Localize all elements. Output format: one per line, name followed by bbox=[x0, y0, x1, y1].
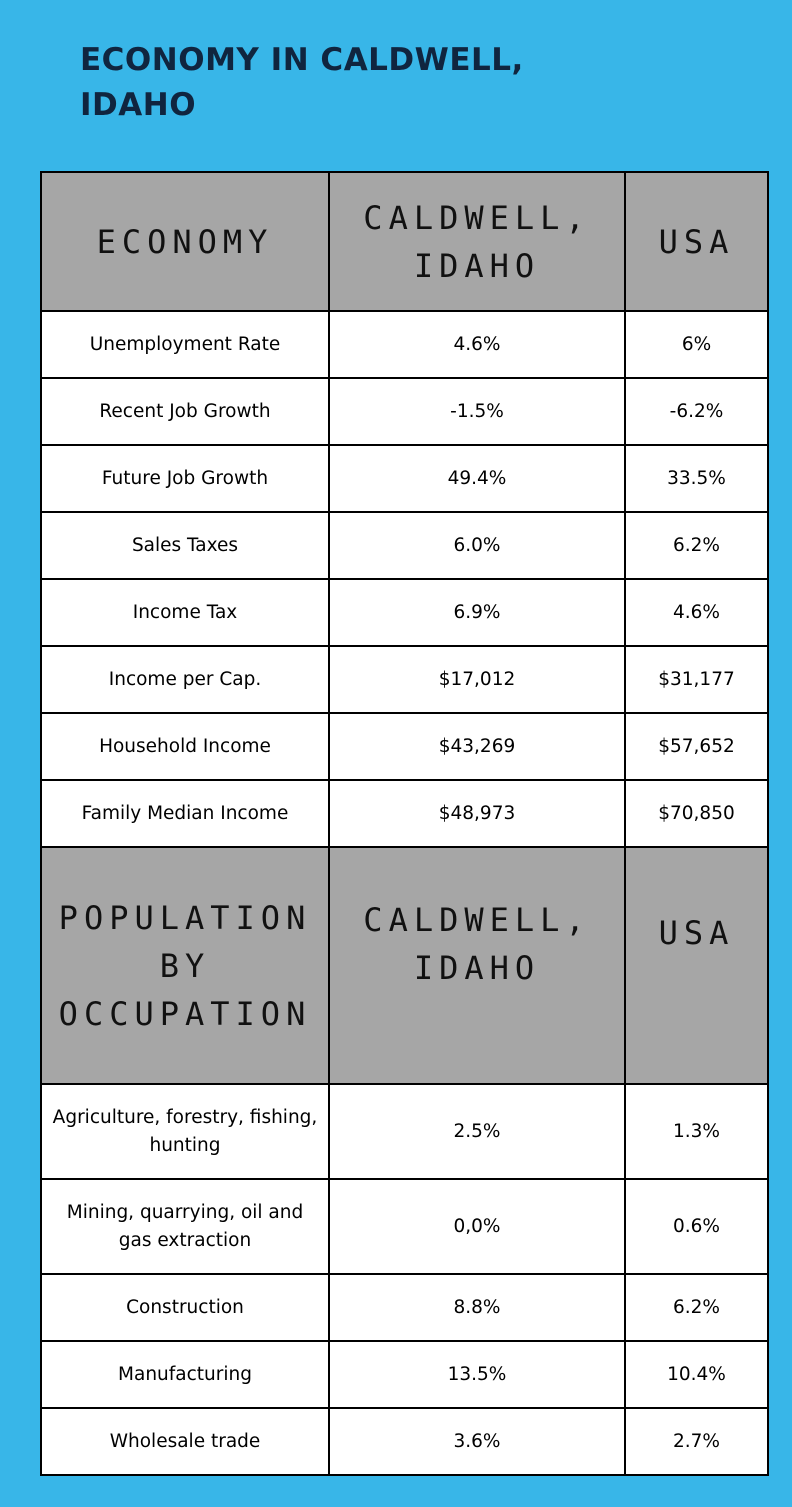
row-label: Sales Taxes bbox=[41, 512, 329, 579]
usa-value: 4.6% bbox=[625, 579, 768, 646]
header-caldwell: CALDWELL, IDAHO bbox=[329, 172, 625, 311]
usa-value: 6.2% bbox=[625, 1274, 768, 1341]
usa-value: 0.6% bbox=[625, 1179, 768, 1274]
header-population-by-occupation: POPULATION BY OCCUPATION bbox=[41, 847, 329, 1084]
caldwell-value: 6.0% bbox=[329, 512, 625, 579]
table-row bbox=[41, 512, 768, 579]
usa-value: 33.5% bbox=[625, 445, 768, 512]
table-row bbox=[41, 1274, 768, 1341]
row-label: Future Job Growth bbox=[41, 445, 329, 512]
usa-value: 6% bbox=[625, 311, 768, 378]
table-row bbox=[41, 713, 768, 780]
caldwell-value: 13.5% bbox=[329, 1341, 625, 1408]
header-usa: USA bbox=[625, 847, 768, 1084]
usa-value: $31,177 bbox=[625, 646, 768, 713]
caldwell-value: -1.5% bbox=[329, 378, 625, 445]
table-row bbox=[41, 646, 768, 713]
economy-table bbox=[40, 171, 769, 1476]
table-row bbox=[41, 579, 768, 646]
table-row bbox=[41, 1084, 768, 1179]
header-caldwell: CALDWELL, IDAHO bbox=[329, 847, 625, 1084]
row-label: Household Income bbox=[41, 713, 329, 780]
caldwell-value: 3.6% bbox=[329, 1408, 625, 1475]
row-label: Mining, quarrying, oil and gas extraction bbox=[41, 1179, 329, 1274]
caldwell-value: 49.4% bbox=[329, 445, 625, 512]
caldwell-value: 4.6% bbox=[329, 311, 625, 378]
table-row bbox=[41, 378, 768, 445]
usa-value: 1.3% bbox=[625, 1084, 768, 1179]
table-row bbox=[41, 311, 768, 378]
row-label: Manufacturing bbox=[41, 1341, 329, 1408]
caldwell-value: $43,269 bbox=[329, 713, 625, 780]
caldwell-value: 8.8% bbox=[329, 1274, 625, 1341]
economy-header-row bbox=[41, 172, 768, 311]
usa-value: $70,850 bbox=[625, 780, 768, 847]
usa-value: 6.2% bbox=[625, 512, 768, 579]
table-row bbox=[41, 1179, 768, 1274]
row-label: Family Median Income bbox=[41, 780, 329, 847]
table-row bbox=[41, 445, 768, 512]
row-label: Income Tax bbox=[41, 579, 329, 646]
header-usa: USA bbox=[625, 172, 768, 311]
caldwell-value: 6.9% bbox=[329, 579, 625, 646]
table-row bbox=[41, 1408, 768, 1475]
caldwell-value: 0,0% bbox=[329, 1179, 625, 1274]
row-label: Income per Cap. bbox=[41, 646, 329, 713]
table-row bbox=[41, 780, 768, 847]
page-title: ECONOMY IN CALDWELL, IDAHO bbox=[80, 42, 524, 123]
usa-value: -6.2% bbox=[625, 378, 768, 445]
occupation-header-row bbox=[41, 847, 768, 1084]
table-row bbox=[41, 1341, 768, 1408]
row-label: Unemployment Rate bbox=[41, 311, 329, 378]
usa-value: $57,652 bbox=[625, 713, 768, 780]
caldwell-value: $48,973 bbox=[329, 780, 625, 847]
header-economy: ECONOMY bbox=[41, 172, 329, 311]
usa-value: 2.7% bbox=[625, 1408, 768, 1475]
row-label: Recent Job Growth bbox=[41, 378, 329, 445]
usa-value: 10.4% bbox=[625, 1341, 768, 1408]
row-label: Wholesale trade bbox=[41, 1408, 329, 1475]
caldwell-value: 2.5% bbox=[329, 1084, 625, 1179]
caldwell-value: $17,012 bbox=[329, 646, 625, 713]
row-label: Construction bbox=[41, 1274, 329, 1341]
row-label: Agriculture, forestry, fishing, hunting bbox=[41, 1084, 329, 1179]
